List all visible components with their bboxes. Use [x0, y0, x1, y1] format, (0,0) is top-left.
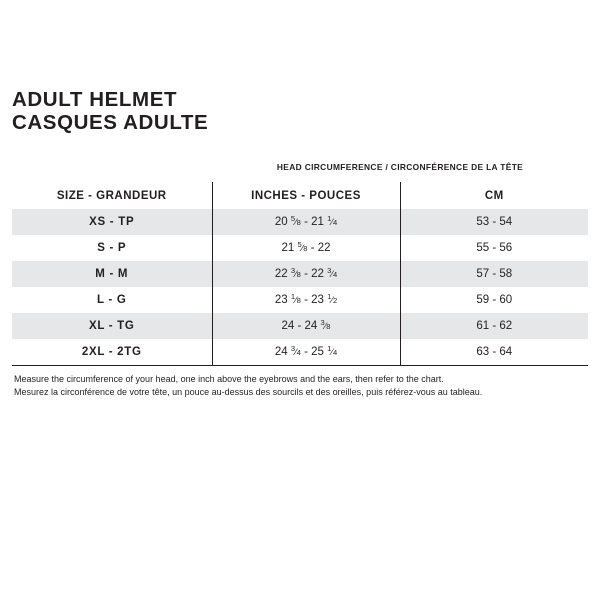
row-inches-value	[212, 313, 400, 339]
row-size-label: 2XL - 2TG	[12, 339, 212, 366]
table-row	[12, 235, 588, 261]
fraction-inches: 23 $^1⁄_8 - 23$ $^1⁄_2$	[274, 292, 338, 306]
row-cm-value: 53 - 54	[400, 209, 588, 235]
fraction-inches: 24 $^3⁄_4 - 25$ $^1⁄_4$	[274, 344, 338, 358]
page-title-en: ADULT HELMET	[12, 88, 178, 111]
table-row	[12, 339, 588, 366]
row-cm-value: 59 - 60	[400, 287, 588, 313]
row-size-label: XS - TP	[12, 209, 212, 235]
row-inches-value	[212, 339, 400, 366]
table-group-header-row	[12, 152, 588, 182]
group-header-spacer	[12, 152, 212, 182]
table-column-header-row	[12, 182, 588, 209]
row-cm-value: 63 - 64	[400, 339, 588, 366]
table-head	[12, 152, 588, 209]
table-body	[12, 209, 588, 366]
row-cm-value: 55 - 56	[400, 235, 588, 261]
table-row	[12, 261, 588, 287]
page-title-fr: CASQUES ADULTE	[12, 111, 209, 134]
column-header-cm: CM	[400, 182, 588, 209]
row-inches-value	[212, 209, 400, 235]
row-inches-value	[212, 287, 400, 313]
row-cm-value: 57 - 58	[400, 261, 588, 287]
group-header-head-circumference: HEAD CIRCUMFERENCE / CIRCONFÉRENCE DE LA TÊTE	[212, 152, 588, 182]
table-row	[12, 313, 588, 339]
row-size-label: S - P	[12, 235, 212, 261]
fraction-inches: 24 - 24 $^3⁄_8$	[281, 318, 331, 332]
column-header-size: SIZE - GRANDEUR	[12, 182, 212, 209]
footnote-block	[12, 373, 588, 399]
fraction-inches: 21 $^5⁄_8 - 22$	[281, 240, 331, 254]
table-row	[12, 287, 588, 313]
fraction-inches: 22 $^3⁄_8 - 22$ $^3⁄_4$	[274, 266, 338, 280]
fraction-inches: 20 $^5⁄_8 - 21$ $^1⁄_4$	[274, 214, 338, 228]
row-cm-value: 61 - 62	[400, 313, 588, 339]
size-chart-table	[12, 152, 588, 366]
row-inches-value	[212, 261, 400, 287]
footnote-fr: Mesurez la circonférence de votre tête, un pouce au-dessus des sourcils et des oreilles, puis référez-vous au tableau.	[14, 387, 483, 397]
footnote-en: Measure the circumference of your head, one inch above the eyebrows and the ears, then refer to the chart.	[14, 374, 444, 384]
row-inches-value	[212, 235, 400, 261]
title-block	[12, 0, 588, 134]
row-size-label: XL - TG	[12, 313, 212, 339]
table-row	[12, 209, 588, 235]
column-header-inches: INCHES - POUCES	[212, 182, 400, 209]
row-size-label: M - M	[12, 261, 212, 287]
row-size-label: L - G	[12, 287, 212, 313]
